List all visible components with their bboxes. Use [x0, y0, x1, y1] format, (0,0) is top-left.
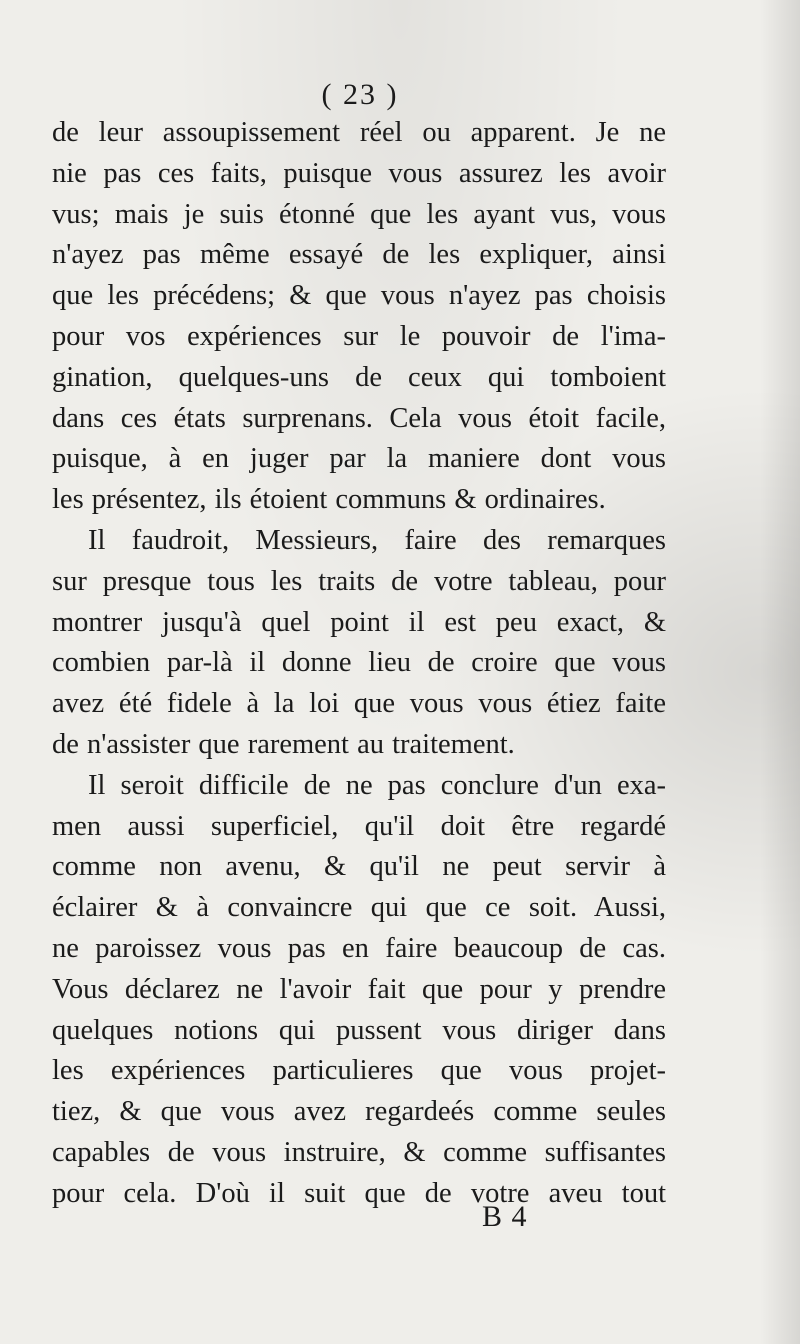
body-text: [52, 113, 666, 1215]
text-line: n'ayez pas même essayé de les expliquer, ainsi: [52, 239, 666, 271]
text-line: pour cela. D'où il suit que de votre aveu tout: [52, 1177, 666, 1209]
signature-mark: B 4: [482, 1200, 528, 1233]
text-line: éclairer & à convaincre qui que ce soit. Aussi,: [52, 892, 666, 924]
text-line: tiez, & que vous avez regardeés comme seules: [52, 1096, 666, 1128]
text-line: que les précédens; & que vous n'ayez pas choisis: [52, 280, 666, 312]
text-line: comme non avenu, & qu'il ne peut servir à: [52, 851, 666, 883]
paragraph-start-line: Il faudroit, Messieurs, faire des remarques: [88, 524, 666, 556]
text-line: nie pas ces faits, puisque vous assurez les avoir: [52, 157, 666, 189]
text-line: ne paroissez vous pas en faire beaucoup de cas.: [52, 932, 666, 964]
text-line: montrer jusqu'à quel point il est peu exact, &: [52, 606, 666, 638]
text-line: vus; mais je suis étonné que les ayant vus, vous: [52, 198, 666, 230]
text-line: quelques notions qui pussent vous diriger dans: [52, 1014, 666, 1046]
text-line: sur presque tous les traits de votre tableau, pour: [52, 565, 666, 597]
text-line: pour vos expériences sur le pouvoir de l'ima-: [52, 320, 666, 352]
text-line: capables de vous instruire, & comme suffisantes: [52, 1136, 666, 1168]
text-line: de leur assoupissement réel ou apparent. Je ne: [52, 117, 666, 148]
text-line: les présentez, ils étoient communs & ordinaires.: [52, 484, 606, 516]
text-line: Vous déclarez ne l'avoir fait que pour y prendre: [52, 973, 666, 1005]
text-line: de n'assister que rarement au traitement.: [52, 728, 515, 760]
text-line: dans ces états surprenans. Cela vous étoit facile,: [52, 402, 666, 434]
page-edge-shadow: [760, 0, 800, 1344]
text-line: combien par-là il donne lieu de croire que vous: [52, 647, 666, 679]
text-line: puisque, à en juger par la maniere dont vous: [52, 443, 666, 475]
page-number: ( 23 ): [321, 78, 399, 111]
paragraph-start-line: Il seroit difficile de ne pas conclure d'un exa-: [88, 769, 666, 801]
text-line: avez été fidele à la loi que vous vous étiez faite: [52, 688, 666, 720]
text-line: les expériences particulieres que vous projet-: [52, 1055, 666, 1087]
text-line: men aussi superficiel, qu'il doit être regardé: [52, 810, 666, 842]
text-line: gination, quelques-uns de ceux qui tomboient: [52, 361, 666, 393]
